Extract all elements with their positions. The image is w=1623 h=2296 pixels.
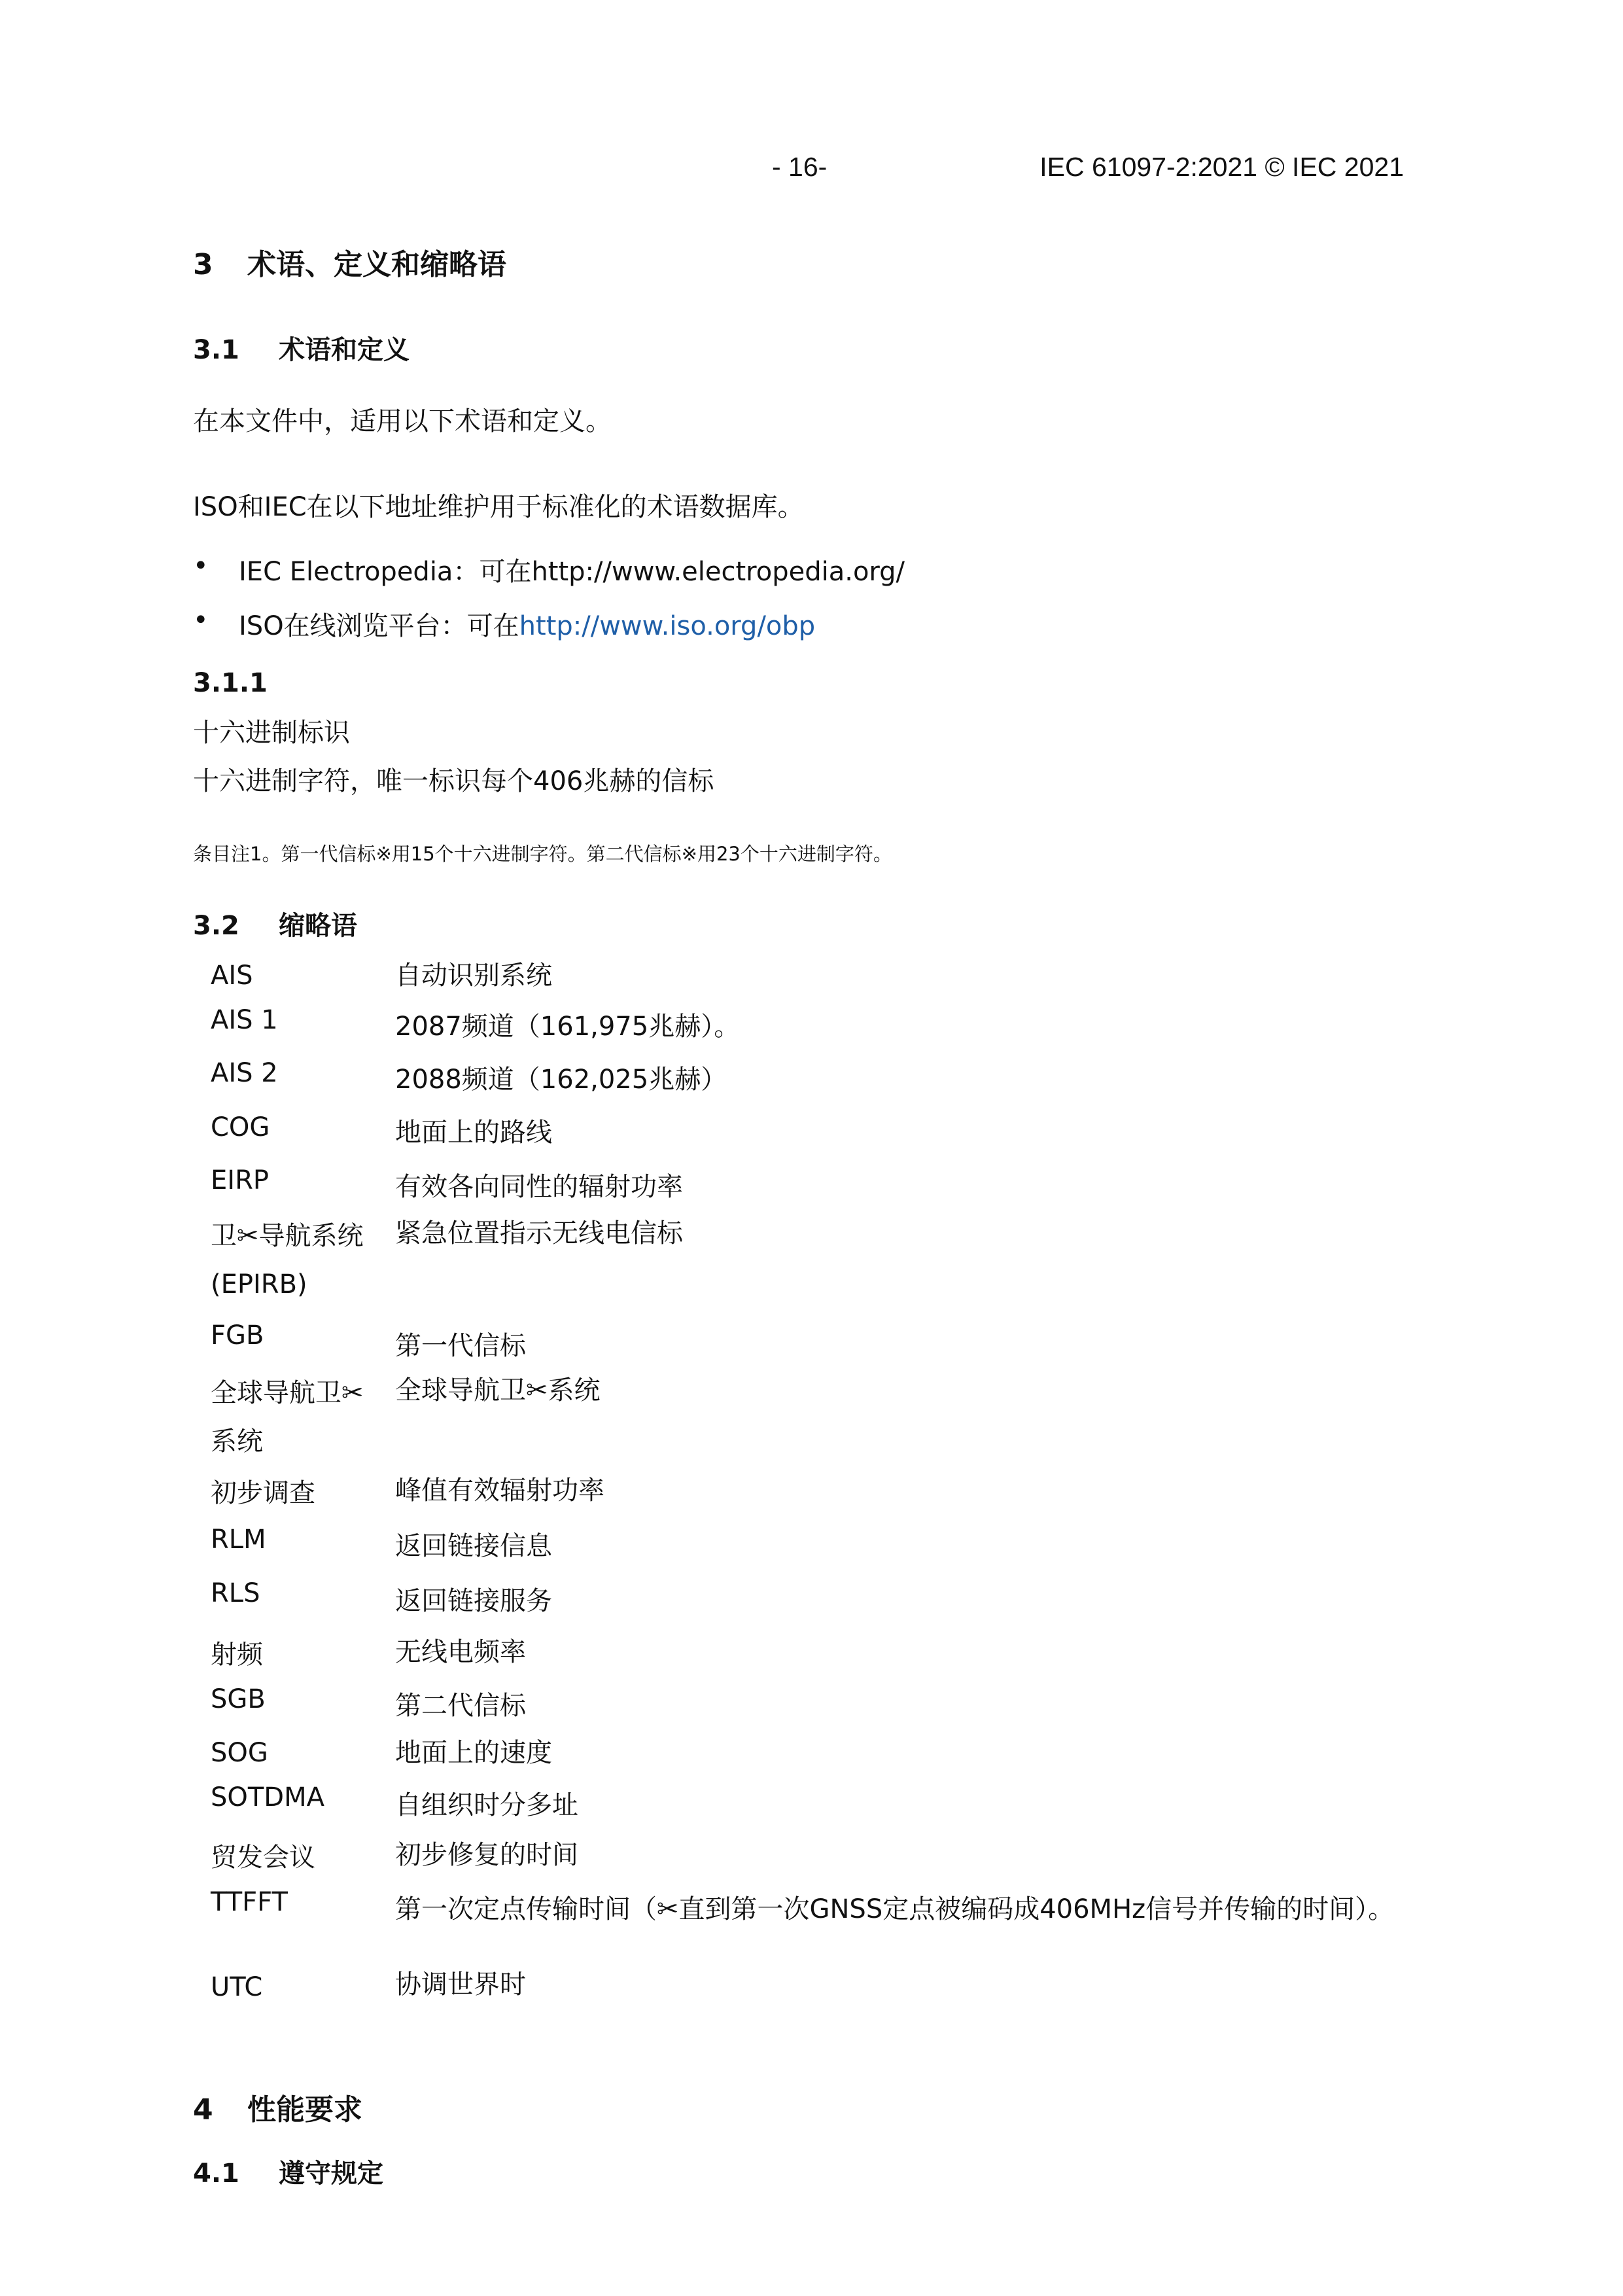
abbreviation-term: AIS [211,961,253,991]
page-header [0,152,1623,191]
abbreviation-definition: 峰值有效辐射功率 [395,1475,604,1506]
abbreviation-term: 全球导航卫✂系统 [211,1378,364,1457]
bullet-text-iso-obp [239,605,815,643]
abbreviation-definition: 有效各向同性的辐射功率 [395,1172,683,1202]
entry-3-1-1-note: 条目注1。第一代信标※用15个十六进制字符。第二代信标※用23个十六进制字符。 [193,843,892,865]
bullet-text-iso-label: ISO在线浏览平台：可在 [239,611,519,641]
intro-paragraph-1: 在本文件中，适用以下术语和定义。 [193,406,612,436]
section-4-title: 性能要求 [247,2093,362,2127]
abbreviation-term: UTC [211,1972,263,2002]
abbreviation-definition: 协调世界时 [395,1969,526,2000]
bullet-dot: • [193,605,209,635]
abbreviation-term: TTFFT [211,1887,288,1917]
section-4-number: 4 [193,2093,213,2127]
section-3-1-heading [193,329,410,366]
abbreviation-definition: 地面上的路线 [395,1118,552,1148]
abbreviation-definition: 2088频道（162,025兆赫） [395,1065,727,1095]
section-4-1-heading [193,2153,383,2190]
abbreviation-term: 射频 [211,1640,263,1670]
section-3-2-heading [193,905,357,942]
abbreviation-definition: 无线电频率 [395,1637,526,1667]
abbreviation-term: SOG [211,1738,268,1768]
bullet-dot: • [193,551,209,581]
abbreviation-definition: 地面上的速度 [395,1738,552,1768]
section-4-1-number: 4.1 [193,2159,239,2189]
abbreviation-definition: 返回链接服务 [395,1586,552,1616]
iso-obp-link[interactable]: http://www.iso.org/obp [519,611,816,641]
section-3-2-title: 缩略语 [279,911,357,941]
entry-3-1-1-term: 十六进制标识 [193,718,350,748]
abbreviation-term: SGB [211,1684,266,1714]
section-3-heading [193,241,506,283]
bullet-iso-obp [193,605,1174,641]
bullet-text-electropedia: IEC Electropedia：可在http://www.electropedia.org/ [239,557,905,587]
abbreviation-term: SOTDMA [211,1782,324,1812]
abbreviation-term: RLS [211,1578,260,1608]
standard-reference: IEC 61097-2:2021 © IEC 2021 [1039,152,1404,182]
abbreviation-term: RLM [211,1525,266,1555]
section-3-number: 3 [193,248,213,281]
abbreviation-definition: 自组织时分多址 [395,1790,578,1820]
bullet-electropedia [193,551,1174,587]
abbreviation-definition: 第二代信标 [395,1691,526,1721]
abbreviation-definition: 初步修复的时间 [395,1840,578,1870]
abbreviation-term: EIRP [211,1165,269,1195]
abbreviation-term: 贸发会议 [211,1843,315,1873]
abbreviation-definition: 紧急位置指示无线电信标 [395,1218,683,1248]
abbreviation-definition: 第一次定点传输时间（✂直到第一次GNSS定点被编码成406MHz信号并传输的时间）。 [395,1894,1395,1924]
section-4-heading [193,2086,362,2128]
entry-3-1-1-definition: 十六进制字符，唯一标识每个406兆赫的信标 [193,766,714,796]
abbreviation-definition: 自动识别系统 [395,961,552,991]
section-3-1-title: 术语和定义 [279,335,410,365]
entry-3-1-1-number: 3.1.1 [193,668,268,698]
abbreviation-definition: 2087频道（161,975兆赫）。 [395,1012,741,1042]
abbreviation-term: 卫✂导航系统(EPIRB) [211,1221,364,1299]
abbreviation-definition: 全球导航卫✂系统 [395,1375,601,1405]
abbreviation-definition: 返回链接信息 [395,1531,552,1561]
abbreviation-term: COG [211,1112,270,1142]
intro-paragraph-2: ISO和IEC在以下地址维护用于标准化的术语数据库。 [193,492,804,522]
abbreviation-term: AIS 1 [211,1005,278,1035]
section-3-1-number: 3.1 [193,335,239,365]
abbreviation-term: 初步调查 [211,1478,315,1508]
abbreviation-term: AIS 2 [211,1058,278,1088]
abbreviation-term: FGB [211,1320,264,1351]
section-3-2-number: 3.2 [193,911,239,941]
abbreviation-definition: 第一代信标 [395,1331,526,1361]
section-4-1-title: 遵守规定 [279,2159,383,2189]
page-number: - 16- [772,152,828,182]
section-3-title: 术语、定义和缩略语 [247,248,506,281]
